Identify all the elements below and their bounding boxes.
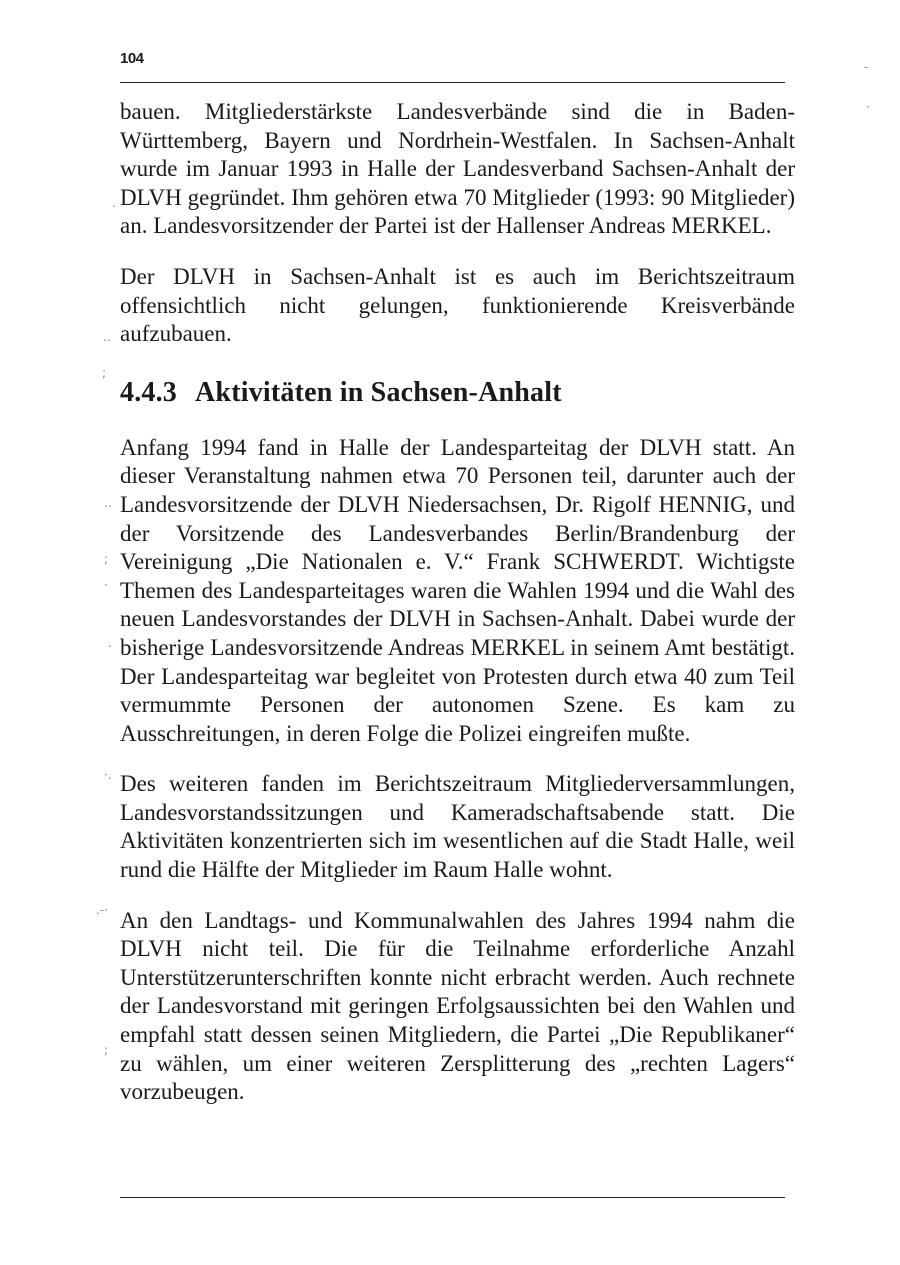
margin-mark: ; <box>102 366 107 380</box>
page-number: 104 <box>120 50 144 67</box>
section-heading <box>120 376 795 410</box>
margin-mark: - <box>864 60 869 74</box>
margin-mark: · <box>104 578 108 592</box>
page-body <box>120 98 795 1107</box>
paragraph: Der DLVH in Sachsen-Anhalt ist es auch im Berichtszeitraum offensichtlich nicht gelungen, funktionierende Kreisverbände aufzubauen. <box>120 263 795 347</box>
margin-mark: .-· <box>96 903 108 917</box>
section-number: 4.4.3 <box>120 376 177 408</box>
header-rule <box>120 82 785 83</box>
footer-rule <box>120 1197 785 1198</box>
margin-mark: .. <box>103 330 111 344</box>
margin-mark: .. <box>104 496 112 510</box>
margin-mark: ; <box>104 552 109 566</box>
section-title: Aktivitäten in Sachsen-Anhalt <box>195 376 562 408</box>
margin-mark: . <box>112 196 116 210</box>
margin-mark: . <box>108 636 112 650</box>
margin-mark: ; <box>104 1043 109 1057</box>
paragraph: An den Landtags- und Kommunalwahlen des Jahres 1994 nahm die DLVH nicht teil. Die für die Teilnahme erforderliche Anzahl Unterstützerunterschriften konnte nicht erbracht werden. Auch rechnete der Landesvorstand mit geringen Erfolgsaussichten bei den Wahlen und empfahl statt dessen seinen Mitgliedern, die Partei „Die Republikaner“ zu wählen, um einer weiteren Zersplitterung des „rechten Lagers“ vorzubeugen. <box>120 907 795 1105</box>
margin-mark: · <box>866 100 870 114</box>
paragraph: Anfang 1994 fand in Halle der Landesparteitag der DLVH statt. An dieser Veranstaltung nahmen etwa 70 Personen teil, darunter auch der Landesvorsitzende der DLVH Niedersachsen, Dr. Rigolf HENNIG, und der Vorsitzende des Landesverbandes Berlin/Brandenburg der Vereinigung „Die Nationalen e. V.“ Frank SCHWERDT. Wichtigste Themen des Landesparteitages waren die Wahlen 1994 und die Wahl des neuen Landesvorstandes der DLVH in Sachsen-Anhalt. Dabei wurde der bisherige Landesvorsitzende Andreas MERKEL in seinem Amt bestätigt. Der Landesparteitag war begleitet von Protesten durch etwa 40 zum Teil vermummte Personen der autonomen Szene. Es kam zu Ausschreitungen, in deren Folge die Polizei eingreifen mußte. <box>120 434 795 746</box>
paragraph: Des weiteren fanden im Berichtszeitraum Mitgliederversammlungen, Landesvorstandssitzungen und Kameradschaftsabende statt. Die Aktivitäten konzentrierten sich im wesentlichen auf die Stadt Halle, weil rund die Hälfte der Mitglieder im Raum Halle wohnt. <box>120 771 795 883</box>
margin-mark: ·. <box>104 768 112 782</box>
paragraph: bauen. Mitgliederstärkste Landesverbände sind die in Baden-Württemberg, Bayern und Nordrhein-Westfalen. In Sachsen-Anhalt wurde im Januar 1993 in Halle der Landesverband Sachsen-Anhalt der DLVH gegründet. Ihm gehören etwa 70 Mitglieder (1993: 90 Mitglieder) an. Landesvorsitzender der Partei ist der Hallenser Andreas MERKEL. <box>120 99 795 239</box>
